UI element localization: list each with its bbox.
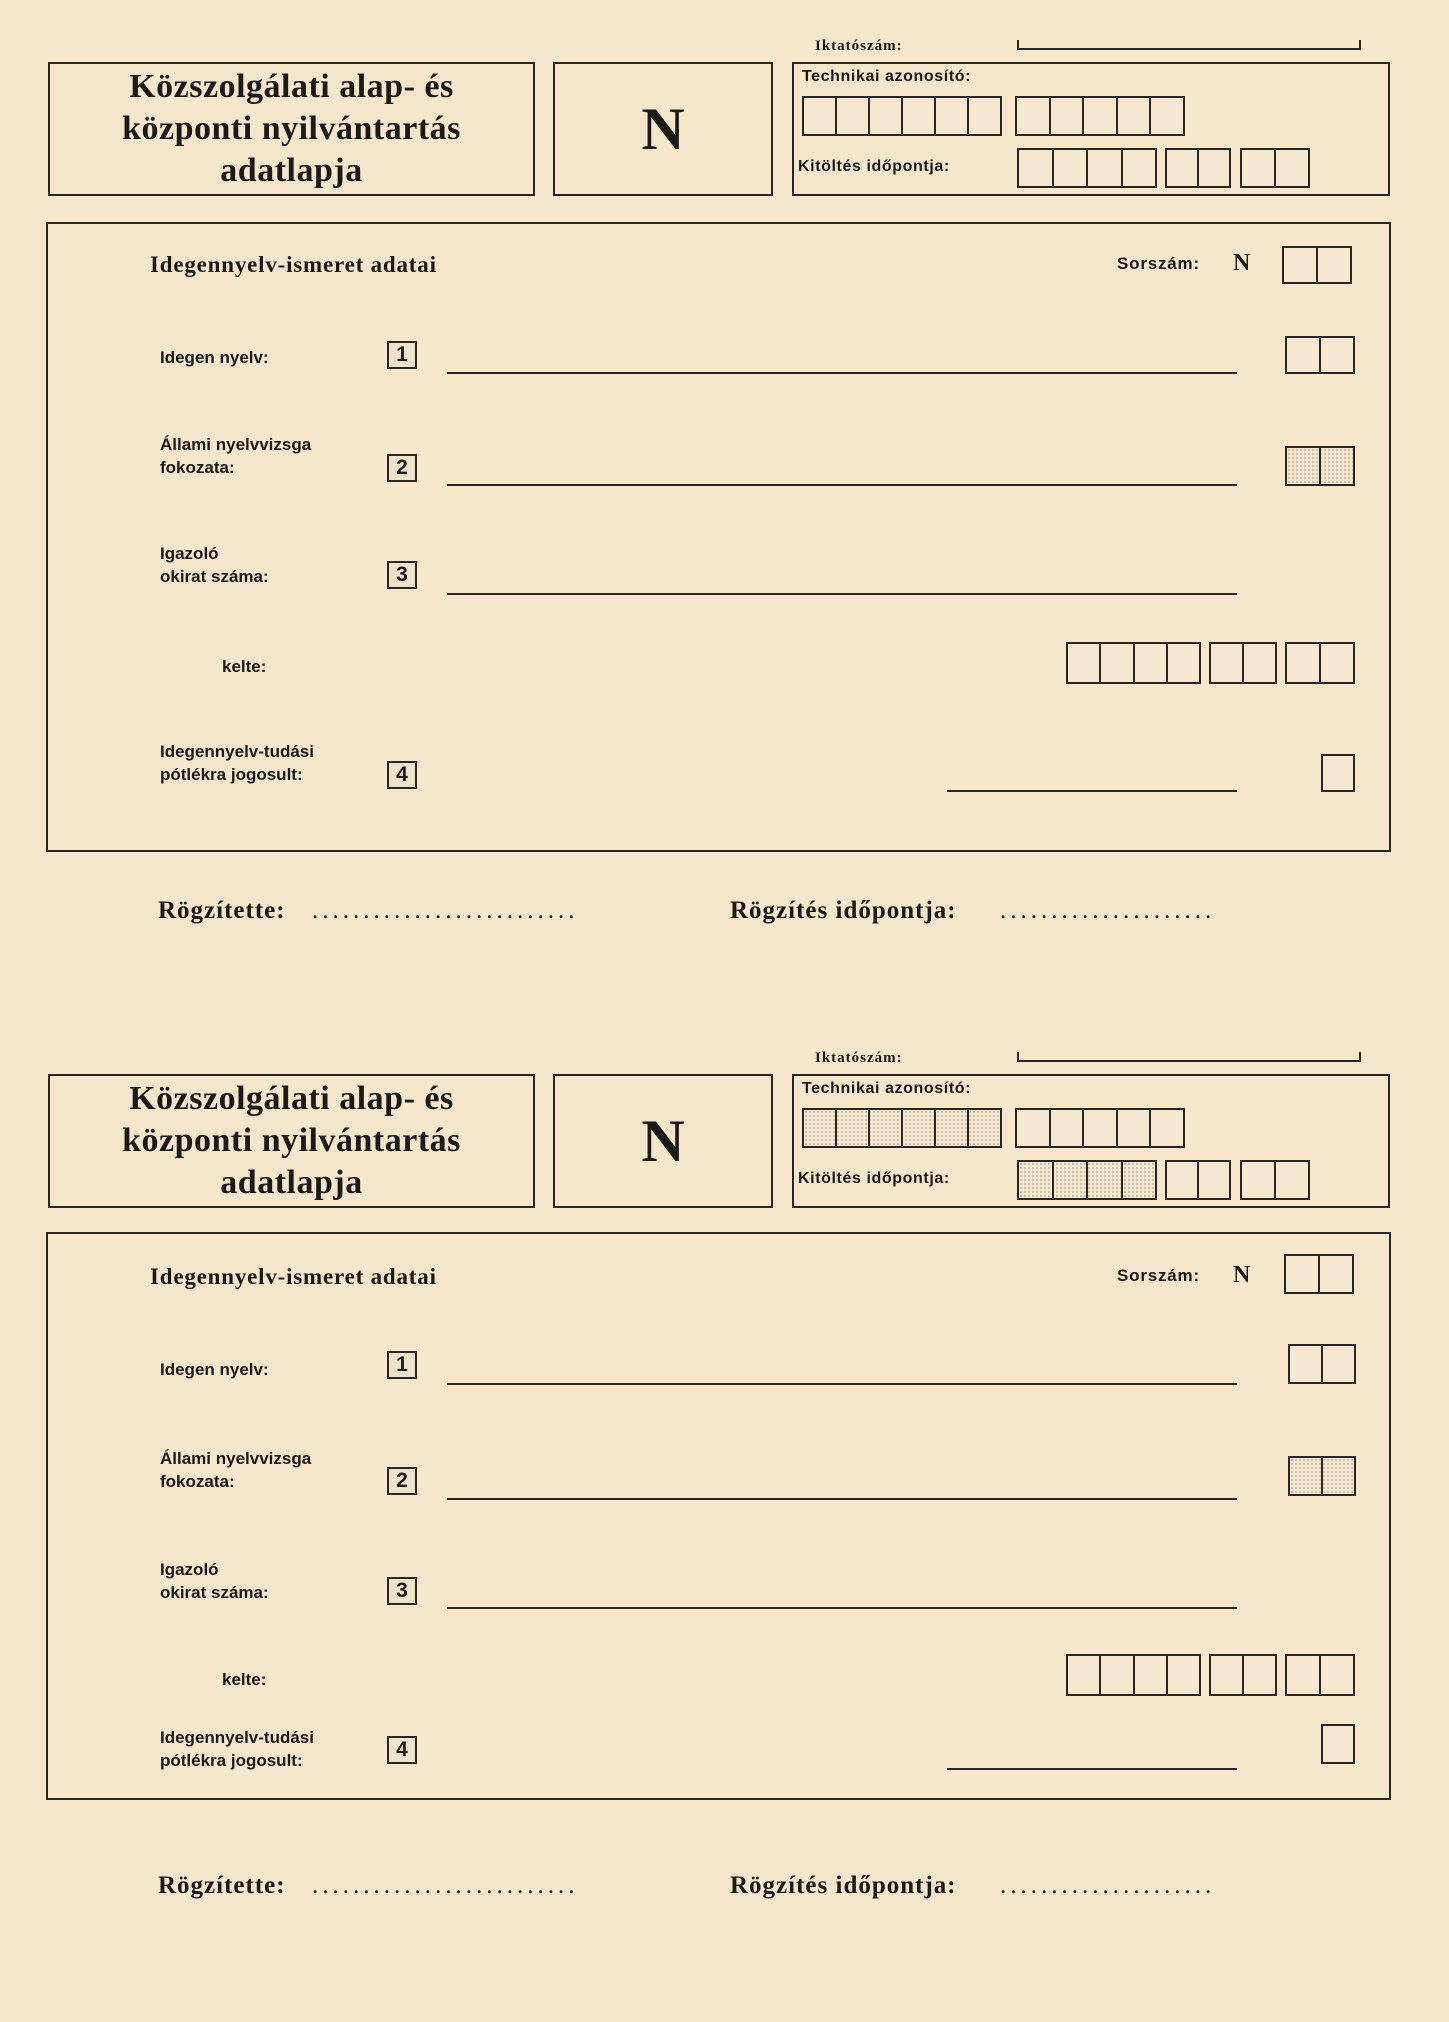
field-4-label-line-2: pótlékra jogosult: [160, 1751, 303, 1770]
field-4-checkbox[interactable] [1321, 1724, 1355, 1764]
section-title: Idegennyelv-ismeret adatai [150, 1264, 437, 1289]
field-1-line[interactable] [447, 372, 1237, 374]
field-2-label-line-1: Állami nyelvvizsga [160, 435, 312, 454]
sorszam-prefix: N [1233, 250, 1251, 276]
form-letter: N [641, 1107, 685, 1174]
field-4-label-line-1: Idegennyelv-tudási [160, 1728, 314, 1747]
recorded-date-dots[interactable]: ..................... [1000, 1872, 1216, 1899]
field-4-number: 4 [387, 761, 417, 789]
recorded-date-label: Rögzítés időpontja: [730, 1872, 957, 1899]
field-3-label-line-1: Igazoló [160, 1560, 219, 1579]
technical-id-cells-a[interactable] [802, 96, 1002, 136]
recorded-by-label: Rögzítette: [158, 1872, 286, 1899]
form-title-line-1: Közszolgálati alap- és [129, 1080, 454, 1117]
field-4-number: 4 [387, 1736, 417, 1764]
recorded-by-label: Rögzítette: [158, 897, 286, 924]
field-4-line[interactable] [947, 1768, 1237, 1770]
field-4-label-line-1: Idegennyelv-tudási [160, 742, 314, 761]
fill-date-label: Kitöltés időpontja: [798, 158, 950, 175]
form-title-line-1: Közszolgálati alap- és [129, 68, 454, 105]
fill-date-month-cells[interactable] [1165, 148, 1231, 188]
field-2-label-line-2: fokozata: [160, 458, 235, 477]
recorded-date-label: Rögzítés időpontja: [730, 897, 957, 924]
form-letter-box [553, 1074, 773, 1208]
technical-id-label: Technikai azonosító: [802, 1080, 972, 1097]
field-3-date-year-cells[interactable] [1066, 1654, 1201, 1696]
field-4-checkbox[interactable] [1321, 754, 1355, 792]
field-1-code-cells[interactable] [1288, 1344, 1356, 1384]
field-3-date-label: kelte: [222, 657, 267, 676]
field-3-line[interactable] [447, 1607, 1237, 1609]
field-2-line[interactable] [447, 1498, 1237, 1500]
section-title: Idegennyelv-ismeret adatai [150, 252, 437, 277]
field-2-label-line-1: Állami nyelvvizsga [160, 1449, 312, 1468]
field-2-number: 2 [387, 1467, 417, 1495]
field-3-date-day-cells[interactable] [1285, 1654, 1355, 1696]
recorded-date-dots[interactable]: ..................... [1000, 897, 1216, 924]
fill-date-year-cells[interactable] [1017, 148, 1157, 188]
sorszam-cells[interactable] [1282, 246, 1352, 284]
field-3-date-year-cells[interactable] [1066, 642, 1201, 684]
iktatoszam-field[interactable] [1017, 40, 1361, 50]
field-2-code-cells[interactable] [1288, 1456, 1356, 1496]
form-letter: N [641, 95, 685, 162]
form-title-line-2: központi nyilvántartás [122, 1122, 461, 1159]
form-sheet-2 [0, 1012, 1449, 2022]
field-3-label-line-2: okirat száma: [160, 567, 269, 586]
fill-date-day-cells[interactable] [1240, 148, 1310, 188]
field-3-number: 3 [387, 561, 417, 589]
field-4-label-line-2: pótlékra jogosult: [160, 765, 303, 784]
field-1-code-cells[interactable] [1285, 336, 1355, 374]
technical-id-label: Technikai azonosító: [802, 68, 972, 85]
field-2-code-cells[interactable] [1285, 446, 1355, 486]
field-1-number: 1 [387, 1351, 417, 1379]
form-title-box [48, 62, 535, 196]
field-2-label-line-2: fokozata: [160, 1472, 235, 1491]
field-1-label: Idegen nyelv: [160, 1360, 269, 1379]
iktatoszam-label: Iktatószám: [815, 1050, 903, 1066]
field-1-line[interactable] [447, 1383, 1237, 1385]
recorded-by-dots[interactable]: .......................... [312, 1872, 579, 1899]
iktatoszam-label: Iktatószám: [815, 38, 903, 54]
fill-date-year-cells[interactable] [1017, 1160, 1157, 1200]
form-letter-box [553, 62, 773, 196]
field-3-date-day-cells[interactable] [1285, 642, 1355, 684]
form-title-box [48, 1074, 535, 1208]
sorszam-cells[interactable] [1284, 1254, 1354, 1294]
field-3-date-month-cells[interactable] [1209, 642, 1277, 684]
field-3-date-month-cells[interactable] [1209, 1654, 1277, 1696]
field-1-number: 1 [387, 341, 417, 369]
form-title-line-2: központi nyilvántartás [122, 110, 461, 147]
field-3-label-line-2: okirat száma: [160, 1583, 269, 1602]
technical-id-cells-b[interactable] [1015, 1108, 1185, 1148]
fill-date-day-cells[interactable] [1240, 1160, 1310, 1200]
field-2-number: 2 [387, 454, 417, 482]
sorszam-label: Sorszám: [1117, 1266, 1200, 1285]
sorszam-prefix: N [1233, 1262, 1251, 1288]
fill-date-month-cells[interactable] [1165, 1160, 1231, 1200]
technical-id-cells-b[interactable] [1015, 96, 1185, 136]
fill-date-label: Kitöltés időpontja: [798, 1170, 950, 1187]
language-data-section [46, 1232, 1391, 1800]
sorszam-label: Sorszám: [1117, 254, 1200, 273]
field-3-line[interactable] [447, 593, 1237, 595]
field-3-number: 3 [387, 1577, 417, 1605]
technical-id-cells-a[interactable] [802, 1108, 1002, 1148]
iktatoszam-field[interactable] [1017, 1052, 1361, 1062]
field-4-line[interactable] [947, 790, 1237, 792]
field-1-label: Idegen nyelv: [160, 348, 269, 367]
field-2-line[interactable] [447, 484, 1237, 486]
field-3-label-line-1: Igazoló [160, 544, 219, 563]
form-title-line-3: adatlapja [220, 1164, 363, 1201]
form-sheet-1 [0, 0, 1449, 1010]
recorded-by-dots[interactable]: .......................... [312, 897, 579, 924]
field-3-date-label: kelte: [222, 1670, 267, 1689]
form-title-line-3: adatlapja [220, 152, 363, 189]
